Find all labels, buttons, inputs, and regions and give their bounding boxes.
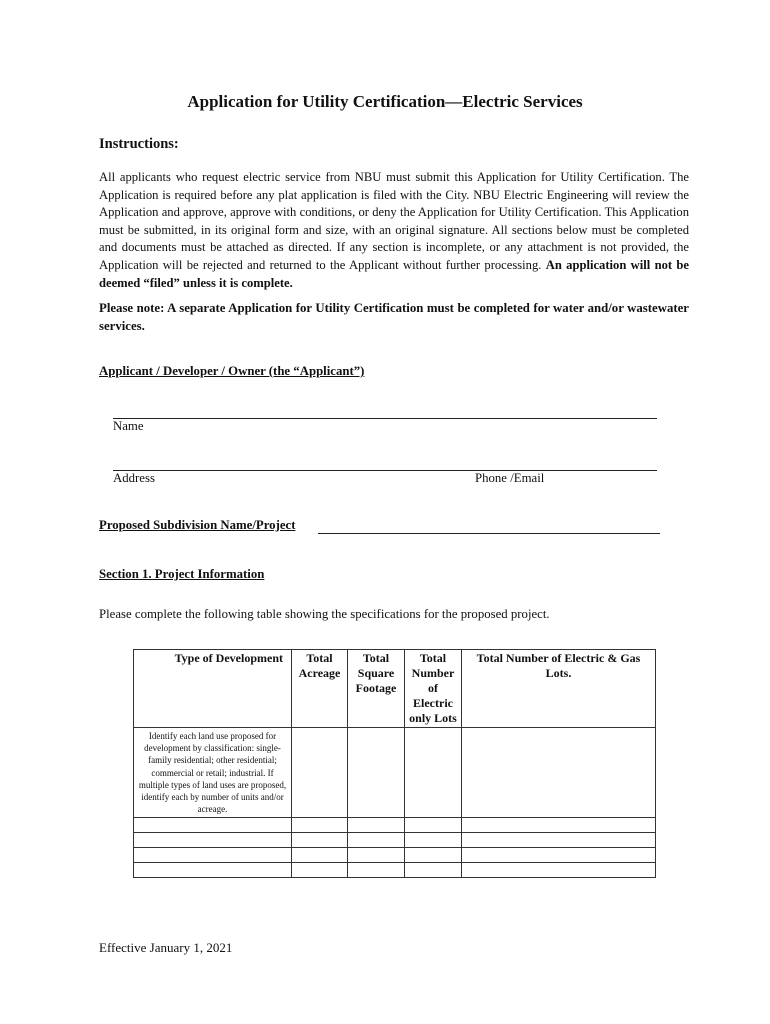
applicant-heading: Applicant / Developer / Owner (the “Applicant”) [99,364,365,378]
instructions-paragraph [99,169,689,292]
square-footage-input-cell[interactable] [348,833,405,848]
acreage-input-cell[interactable] [292,848,348,863]
header-total-acreage: Total Acreage [292,650,348,728]
header-electric-gas-lots: Total Number of Electric & Gas Lots. [462,650,656,728]
electric-gas-lots-input-cell[interactable] [462,848,656,863]
electric-gas-lots-input-cell[interactable] [462,818,656,833]
instructions-text: All applicants who request electric service from NBU must submit this Application for Utility Certification. The Application is required before any plat application is filed with the City. NBU Electric Engineering will review the Application and approve, approve with conditions, or deny the Application for Utility Certification. This Application must be submitted, in its original form and size, with an original signature. All sections below must be completed and documents must be attached as directed. If any section is incomplete, or any attachment is not provided, the Application will be rejected and returned to the Applicant without further processing. [99,170,689,272]
page-title: Application for Utility Certification—Electric Services [187,92,583,111]
header-type-of-development: Type of Development [134,650,292,728]
table-header-row [134,650,656,728]
type-description-cell: Identify each land use proposed for development by classification: single-family residential; other residential; commercial or retail; industrial. If multiple types of land uses are proposed, identify each by number of units and/or acreage. [134,728,292,818]
type-input-cell[interactable] [134,863,292,878]
electric-gas-lots-input-cell[interactable] [462,863,656,878]
square-footage-input-cell[interactable] [348,863,405,878]
effective-date-footer: Effective January 1, 2021 [99,940,233,955]
instructions-heading: Instructions: [99,136,179,152]
instructions-bold-text: An application will not be deemed “filed” unless it is complete. [99,257,689,290]
subdivision-label: Proposed Subdivision Name/Project [99,518,296,532]
name-line[interactable] [113,418,657,419]
type-input-cell[interactable] [134,818,292,833]
section1-intro: Please complete the following table showing the specifications for the proposed project. [99,607,550,621]
type-input-cell[interactable] [134,833,292,848]
name-label: Name [113,419,144,433]
table-row [134,848,656,863]
header-total-square-footage: Total Square Footage [348,650,405,728]
electric-gas-lots-input-cell[interactable] [462,833,656,848]
phone-email-label: Phone /Email [475,471,545,485]
table-row [134,818,656,833]
electric-lots-input-cell[interactable] [405,818,462,833]
acreage-input-cell[interactable] [292,833,348,848]
address-phone-line[interactable] [113,470,657,471]
acreage-input-cell[interactable] [292,863,348,878]
electric-lots-input-cell[interactable] [405,863,462,878]
table-row [134,833,656,848]
acreage-input-cell[interactable] [292,818,348,833]
type-input-cell[interactable] [134,848,292,863]
square-footage-input-cell[interactable] [348,818,405,833]
water-note: Please note: A separate Application for Utility Certification must be completed for water and/or wastewater services. [99,301,689,333]
electric-lots-input-cell[interactable] [405,848,462,863]
acreage-input-cell[interactable] [292,728,348,818]
table-row [134,863,656,878]
project-spec-table [133,649,656,878]
table-row [134,728,656,818]
subdivision-name-line[interactable] [318,533,660,534]
electric-gas-lots-input-cell[interactable] [462,728,656,818]
electric-lots-input-cell[interactable] [405,833,462,848]
address-label: Address [113,471,155,485]
square-footage-input-cell[interactable] [348,848,405,863]
section1-heading: Section 1. Project Information [99,567,265,581]
header-electric-only-lots: Total Number of Electric only Lots [405,650,462,728]
electric-lots-input-cell[interactable] [405,728,462,818]
square-footage-input-cell[interactable] [348,728,405,818]
